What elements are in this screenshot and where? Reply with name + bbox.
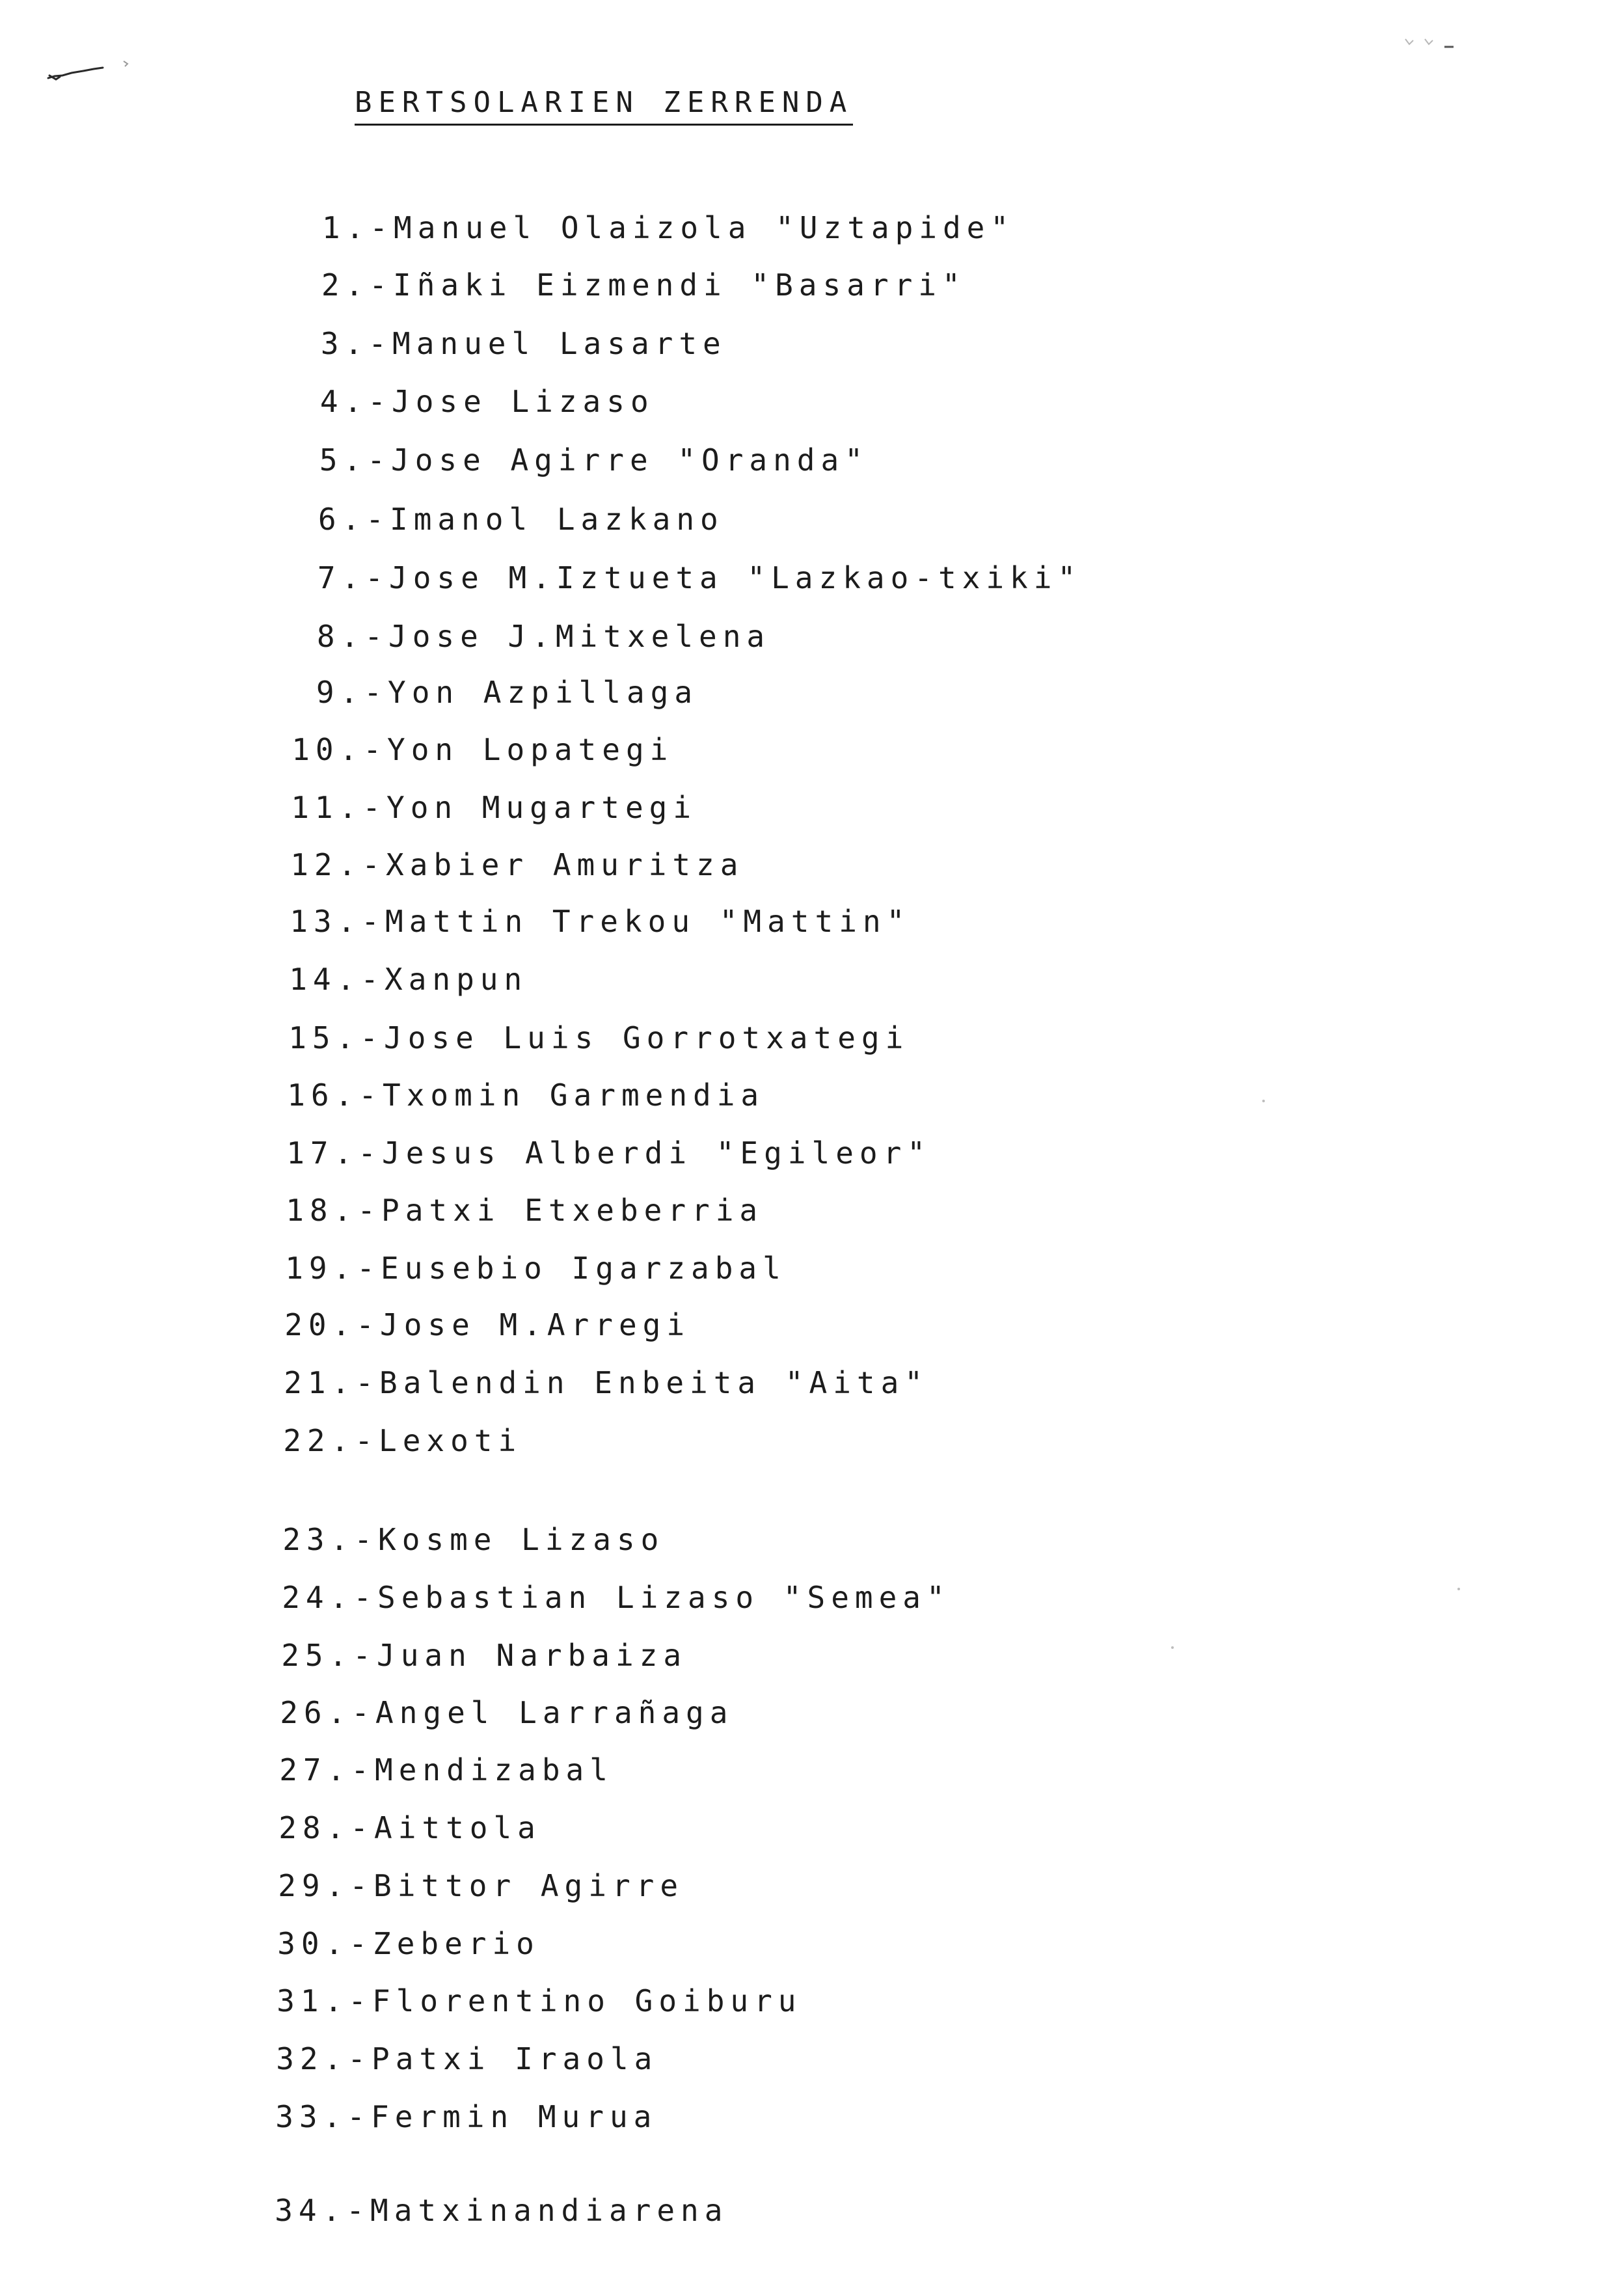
- list-item-name: Yon Mugartegi: [386, 790, 697, 825]
- list-item-name: Patxi Iraola: [372, 2041, 658, 2076]
- list-item-name: Balendin Enbeita "Aita": [379, 1365, 928, 1400]
- list-item-name: Manuel Olaizola "Uztapide": [394, 210, 1015, 245]
- list-item-name: Zeberio: [373, 1926, 540, 1961]
- list-item-number: 8.-: [316, 619, 388, 654]
- list-item: [282, 500, 724, 539]
- list-item: [265, 1981, 802, 2020]
- pen-scribble-mark: [46, 59, 137, 85]
- list-item: [280, 673, 698, 712]
- list-item-number: 32.-: [276, 2041, 372, 2076]
- list-item-number: 30.-: [277, 1926, 373, 1961]
- list-item-name: Fermin Murua: [371, 2099, 658, 2134]
- list-item-number: 12.-: [290, 847, 386, 882]
- list-item-name: Jose Lizaso: [392, 384, 655, 419]
- list-item-number: 28.-: [278, 1810, 374, 1845]
- list-item-number: 3.-: [320, 326, 392, 361]
- list-item: [279, 788, 697, 827]
- list-item-number: 20.-: [284, 1307, 380, 1342]
- list-item-number: 19.-: [285, 1251, 381, 1286]
- list-item-number: 24.-: [282, 1580, 377, 1615]
- list-item: [274, 1191, 763, 1230]
- list-item: [280, 730, 673, 769]
- list-item-name: Lexoti: [379, 1423, 522, 1458]
- list-item-name: Imanol Lazkano: [390, 502, 724, 537]
- list-item-number: 2.-: [321, 267, 393, 303]
- list-item-name: Patxi Etxeberria: [381, 1193, 764, 1228]
- list-item-name: Eusebio Igarzabal: [381, 1251, 787, 1286]
- list-item-name: Jesus Alberdi "Egileor": [382, 1135, 931, 1171]
- list-item-number: 17.-: [286, 1135, 382, 1171]
- list-item: [278, 845, 744, 884]
- list-item-number: 25.-: [281, 1638, 377, 1673]
- list-item: [286, 208, 1014, 247]
- page-title: BERTSOLARIEN ZERRENDA: [355, 83, 853, 126]
- list-item: [285, 324, 727, 363]
- list-item-name: Sebastian Lizaso "Semea": [377, 1580, 951, 1615]
- list-item: [267, 1750, 614, 1789]
- list-item-name: Xabier Amuritza: [386, 847, 744, 882]
- list-item: [277, 960, 528, 999]
- list-item: [278, 902, 910, 941]
- list-item-name: Aittola: [374, 1810, 541, 1845]
- list-item-number: 11.-: [291, 790, 386, 825]
- list-item-name: Mendizabal: [375, 1752, 614, 1787]
- list-item-name: Florentino Goiburu: [372, 1983, 802, 2018]
- list-item-number: 10.-: [291, 732, 387, 767]
- list-item: [268, 1693, 733, 1732]
- list-item: [264, 2039, 658, 2078]
- list-item-name: Mattin Trekou "Mattin": [385, 904, 911, 939]
- list-item: [266, 1866, 684, 1905]
- list-item-name: Txomin Garmendia: [383, 1078, 765, 1113]
- list-item-number: 26.-: [280, 1695, 375, 1730]
- list-item: [271, 1421, 522, 1460]
- list-item-number: 4.-: [319, 384, 392, 419]
- list-item-number: 22.-: [283, 1423, 379, 1458]
- list-item-name: Yon Azpillaga: [388, 675, 699, 710]
- list-item-number: 9.-: [316, 675, 388, 710]
- list-item-number: 21.-: [284, 1365, 379, 1400]
- list-item: [264, 2097, 657, 2136]
- faint-corner-mark: [1399, 33, 1483, 59]
- speck: [1262, 1100, 1265, 1102]
- list-item-number: 7.-: [317, 560, 389, 595]
- list-item: [273, 1305, 690, 1344]
- list-item-name: Angel Larrañaga: [375, 1695, 734, 1730]
- list-item-name: Yon Lopategi: [387, 732, 674, 767]
- list-item: [269, 1636, 687, 1675]
- list-item-name: Jose M.Arregi: [380, 1307, 691, 1342]
- list-item: [284, 441, 869, 480]
- list-item-number: 34.-: [275, 2193, 370, 2228]
- list-item-number: 14.-: [289, 962, 385, 997]
- list-item: [275, 1076, 765, 1115]
- list-item-number: 27.-: [279, 1752, 375, 1787]
- list-item: [267, 1808, 541, 1847]
- list-item-name: Matxinandiarena: [370, 2193, 729, 2228]
- list-item: [282, 558, 1081, 597]
- list-item-name: Jose Agirre "Oranda": [391, 442, 869, 478]
- list-item-number: 29.-: [278, 1868, 373, 1903]
- list-item-number: 18.-: [286, 1193, 381, 1228]
- list-item-name: Jose M.Iztueta "Lazkao-txiki": [389, 560, 1082, 595]
- list-item-number: 15.-: [288, 1020, 384, 1055]
- list-item: [265, 1924, 540, 1963]
- list-item: [284, 382, 655, 421]
- list-item-number: 1.-: [321, 210, 394, 245]
- list-item-number: 6.-: [318, 502, 390, 537]
- list-item-name: Manuel Lasarte: [392, 326, 727, 361]
- list-item: [270, 1578, 951, 1617]
- list-item-number: 5.-: [319, 442, 391, 478]
- list-item-name: Jose Luis Gorrotxategi: [384, 1020, 910, 1055]
- list-item: [272, 1363, 928, 1402]
- list-item: [263, 2191, 728, 2230]
- list-item: [281, 617, 770, 656]
- list-item-number: 16.-: [287, 1078, 383, 1113]
- list-item-number: 23.-: [282, 1522, 378, 1557]
- list-item: [277, 1018, 909, 1057]
- list-item-number: 13.-: [290, 904, 385, 939]
- list-item-number: 31.-: [277, 1983, 372, 2018]
- list-item-name: Kosme Lizaso: [378, 1522, 665, 1557]
- speck: [1457, 1588, 1460, 1590]
- list-item: [273, 1249, 787, 1288]
- list-item: [275, 1134, 931, 1173]
- list-item-name: Juan Narbaiza: [377, 1638, 688, 1673]
- list-item-name: Xanpun: [385, 962, 528, 997]
- list-item-name: Iñaki Eizmendi "Basarri": [393, 267, 966, 303]
- list-item-number: 33.-: [275, 2099, 371, 2134]
- list-item-name: Bittor Agirre: [373, 1868, 684, 1903]
- list-item: [286, 265, 966, 305]
- list-item-name: Jose J.Mitxelena: [388, 619, 771, 654]
- speck: [1171, 1646, 1174, 1649]
- list-item: [271, 1520, 664, 1559]
